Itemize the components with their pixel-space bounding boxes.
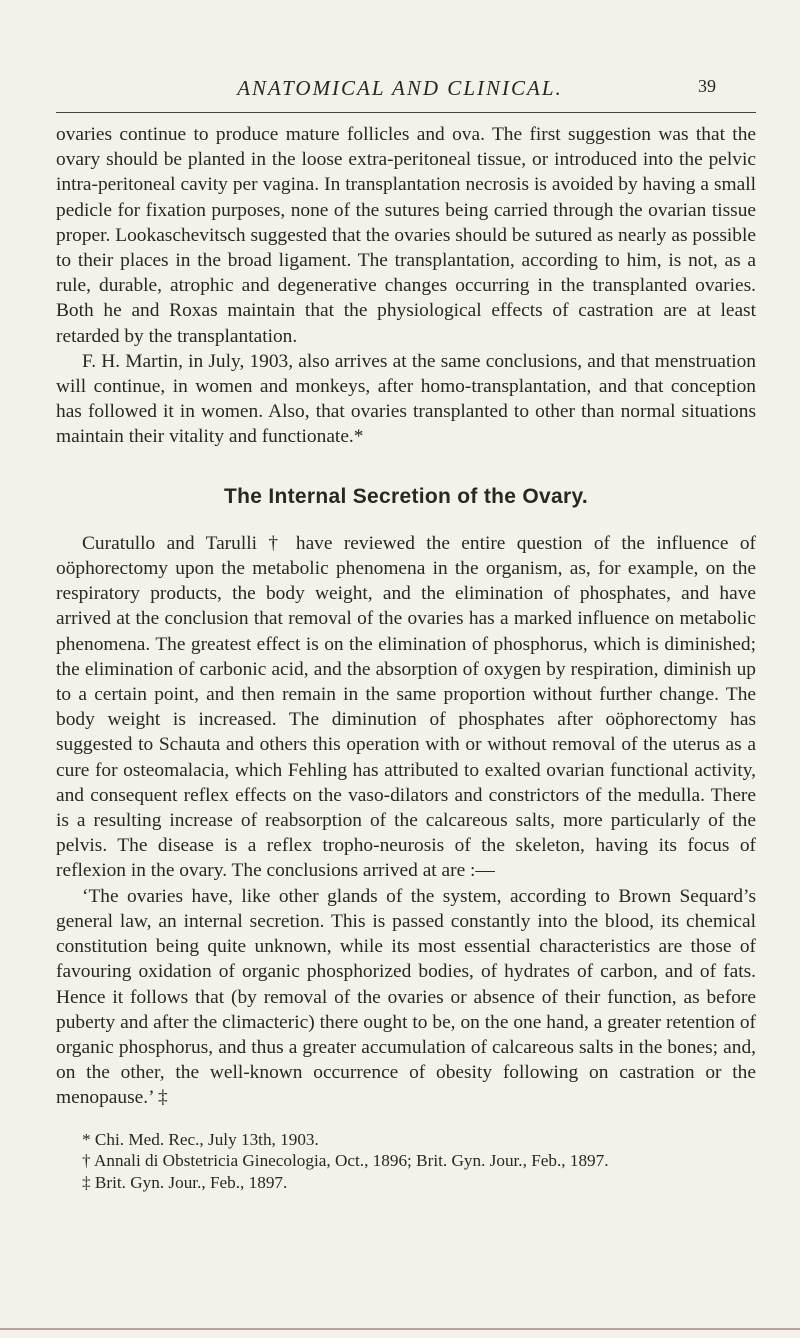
footnotes bbox=[56, 1129, 756, 1194]
paragraph-2: F. H. Martin, in July, 1903, also arrives at the same conclusions, and that menstruation will continue, in women and monkeys, after homo-transplantation, and that conception has followed it in women. Also, that ovaries transplanted to other than normal situations maintain their vitality and functionate.* bbox=[56, 350, 756, 448]
footnote-2: † Annali di Obstetricia Ginecologia, Oct., 1896; Brit. Gyn. Jour., Feb., 1897. bbox=[82, 1151, 609, 1171]
footnote-1: * Chi. Med. Rec., July 13th, 1903. bbox=[82, 1129, 319, 1149]
footnote-3: ‡ Brit. Gyn. Jour., Feb., 1897. bbox=[82, 1172, 288, 1192]
body-text bbox=[56, 122, 756, 1193]
header-rule bbox=[56, 112, 756, 113]
paragraph-1: ovaries continue to produce mature follicles and ova. The first suggestion was that the ovary should be planted in the loose extra-peritoneal tissue, or introduced into the pelvic intra-peritoneal cavity per vagina. In transplantation necrosis is avoided by having a small pedicle for fixation purposes, none of the sutures being carried through the ovarian tissue proper. Lookaschevitsch suggested that the ovaries should be sutured as nearly as possible to their places in the broad ligament. The transplantation, according to him, is not, as a rule, durable, atrophic and degenerative changes occurring in the transplanted ovaries. Both he and Roxas maintain that the physiological effects of castration are at least retarded by the transplantation. bbox=[56, 124, 756, 347]
section-heading: The Internal Secretion of the Ovary. bbox=[224, 484, 588, 508]
page-edge bbox=[0, 1328, 800, 1330]
page-number: 39 bbox=[698, 76, 716, 96]
paragraph-4-quotation: ‘The ovaries have, like other glands of the system, according to Brown Sequard’s general law, an internal secretion. This is passed constantly into the blood, its chemical constitution being quite unknown, while its most essential characteristics are those of favouring oxidation of organic phosphorized bodies, of hydrates of carbon, and of fats. Hence it follows that (by removal of the ovaries or absence of their function, as before puberty and after the climacteric) there ought to be, on the one hand, a greater retention of organic phosphorus, and thus a greater accumulation of calcareous salts in the bones; and, on the other, the well-known occurrence of obesity following on castration or the menopause.’ ‡ bbox=[56, 885, 756, 1109]
paragraph-3: Curatullo and Tarulli † have reviewed the entire question of the influence of oöphorectomy upon the metabolic phenomena in the organism, as, for example, on the respiratory products, the body weight, and the elimination of phosphates, and have arrived at the conclusion that removal of the ovaries has a marked influence on metabolic phenomena. The greatest effect is on the elimination of phosphorus, which is diminished; the elimination of carbonic acid, and the absorption of oxygen by respiration, diminish up to a certain point, and then remain in the same proportion without further change. The body weight is increased. The diminution of phosphates after oöphorectomy has suggested to Schauta and others this operation with or without removal of the uterus as a cure for osteomalacia, which Fehling has attributed to exalted ovarian functional activity, and consequent reflex effects on the vaso-dilators and constrictors of the medulla. There is a resulting increase of reabsorption of the calcareous salts, more particularly of the pelvis. The disease is a reflex tropho-neurosis of the skeleton, having its focus of reflexion in the ovary. The conclusions arrived at are :— bbox=[56, 532, 756, 882]
running-title: ANATOMICAL AND CLINICAL. bbox=[237, 76, 563, 100]
